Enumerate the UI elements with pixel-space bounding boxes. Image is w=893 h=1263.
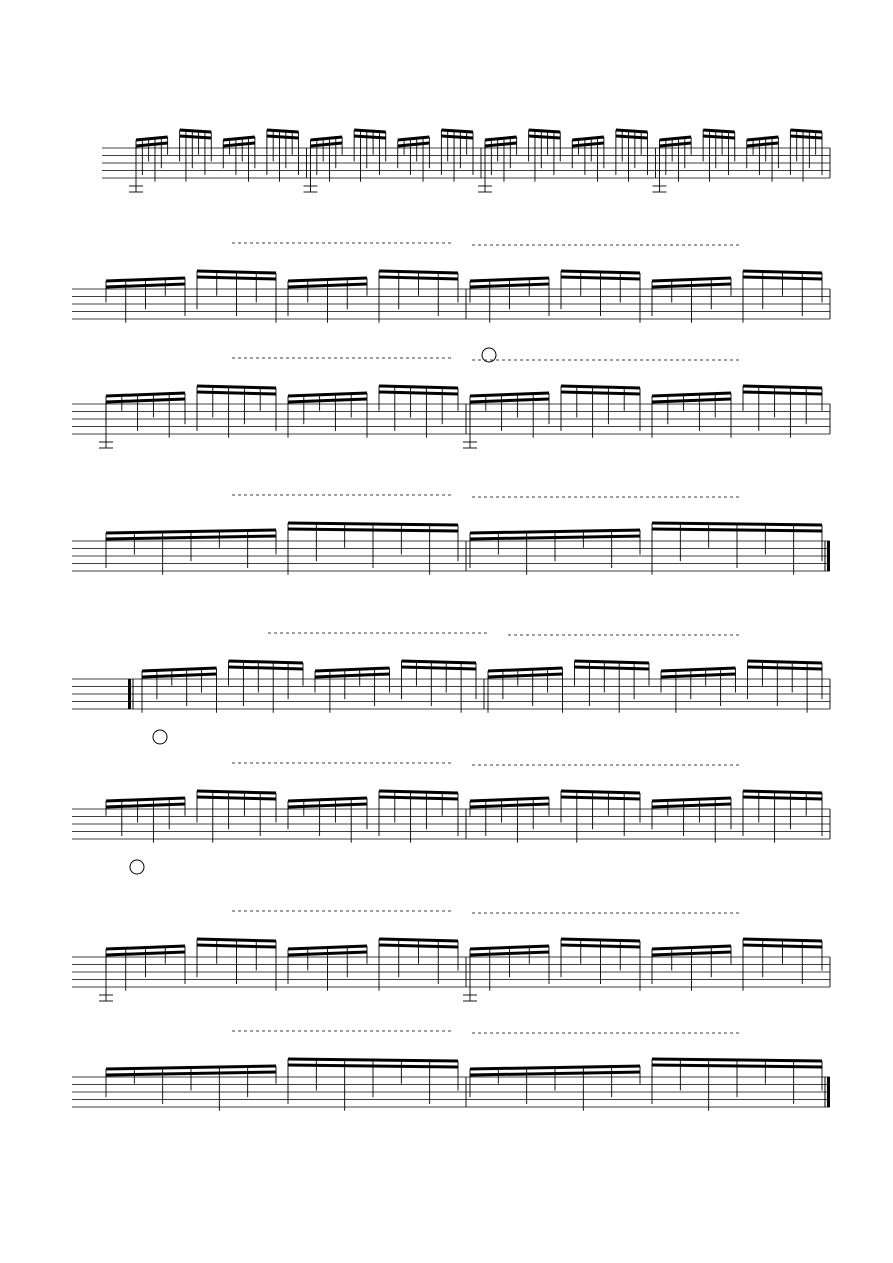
beam — [288, 393, 367, 396]
beam — [485, 137, 517, 140]
beam — [748, 667, 823, 669]
beam — [441, 136, 473, 138]
beam — [470, 399, 549, 402]
beam — [288, 399, 367, 402]
beam — [703, 136, 735, 138]
beam — [660, 137, 692, 140]
beam — [106, 399, 185, 402]
beam — [703, 130, 735, 132]
beam — [354, 130, 386, 132]
beam — [616, 136, 648, 138]
beam — [402, 667, 477, 669]
beam — [529, 130, 561, 132]
beam — [790, 136, 822, 138]
beam — [311, 137, 343, 140]
beam — [136, 143, 168, 146]
beam — [288, 798, 367, 801]
beam — [402, 661, 477, 663]
beam — [743, 797, 822, 799]
beam — [616, 130, 648, 132]
beam — [441, 130, 473, 132]
beam — [661, 674, 736, 677]
staff-system — [72, 957, 830, 987]
beam — [136, 137, 168, 140]
beam — [575, 661, 650, 663]
beam — [652, 393, 731, 396]
beam — [180, 130, 212, 132]
beam — [743, 386, 822, 388]
beam — [197, 797, 276, 799]
beam — [142, 668, 217, 671]
beam — [379, 392, 458, 394]
staves — [72, 148, 830, 1107]
beam — [354, 136, 386, 138]
beam — [572, 143, 604, 146]
beam — [747, 143, 779, 146]
final-barline-thick — [827, 541, 830, 571]
beam — [488, 674, 563, 677]
beam — [652, 804, 731, 807]
beam — [529, 136, 561, 138]
beam — [561, 392, 640, 394]
beam — [748, 661, 823, 663]
staff-system — [72, 809, 830, 839]
beam — [743, 791, 822, 793]
beam — [315, 674, 390, 677]
beam — [229, 661, 304, 663]
staff-system — [72, 541, 830, 571]
beam — [572, 137, 604, 140]
beam — [470, 804, 549, 807]
beam — [223, 137, 255, 140]
beam — [660, 143, 692, 146]
staff-system — [72, 1077, 830, 1107]
beam — [488, 668, 563, 671]
beam — [561, 791, 640, 793]
beam — [311, 143, 343, 146]
beam — [398, 137, 430, 140]
staff-system — [72, 679, 830, 709]
beam — [223, 143, 255, 146]
beam — [267, 136, 299, 138]
circle-mark — [130, 860, 144, 874]
beam — [315, 668, 390, 671]
beam — [142, 674, 217, 677]
beam — [747, 137, 779, 140]
beam — [288, 804, 367, 807]
beam — [790, 130, 822, 132]
beam — [197, 386, 276, 388]
markings — [130, 243, 740, 1033]
beam — [379, 797, 458, 799]
beam — [561, 797, 640, 799]
beam — [180, 136, 212, 138]
beam — [470, 798, 549, 801]
beam — [661, 668, 736, 671]
beam — [575, 667, 650, 669]
beam — [267, 130, 299, 132]
beam — [229, 667, 304, 669]
beam — [197, 392, 276, 394]
beam — [561, 386, 640, 388]
beam — [470, 393, 549, 396]
beam — [398, 143, 430, 146]
beam — [485, 143, 517, 146]
final-barline-thick — [827, 1077, 830, 1107]
beam — [379, 791, 458, 793]
circle-mark — [153, 730, 167, 744]
circle-mark — [482, 348, 496, 362]
beam — [106, 804, 185, 807]
beam — [652, 399, 731, 402]
notes — [99, 130, 822, 1111]
beam — [106, 393, 185, 396]
beam — [743, 392, 822, 394]
beam — [652, 798, 731, 801]
staff-system — [72, 404, 830, 434]
staff-system — [72, 289, 830, 319]
beam — [197, 791, 276, 793]
repeat-barline — [128, 679, 131, 709]
beam — [106, 798, 185, 801]
beam — [379, 386, 458, 388]
